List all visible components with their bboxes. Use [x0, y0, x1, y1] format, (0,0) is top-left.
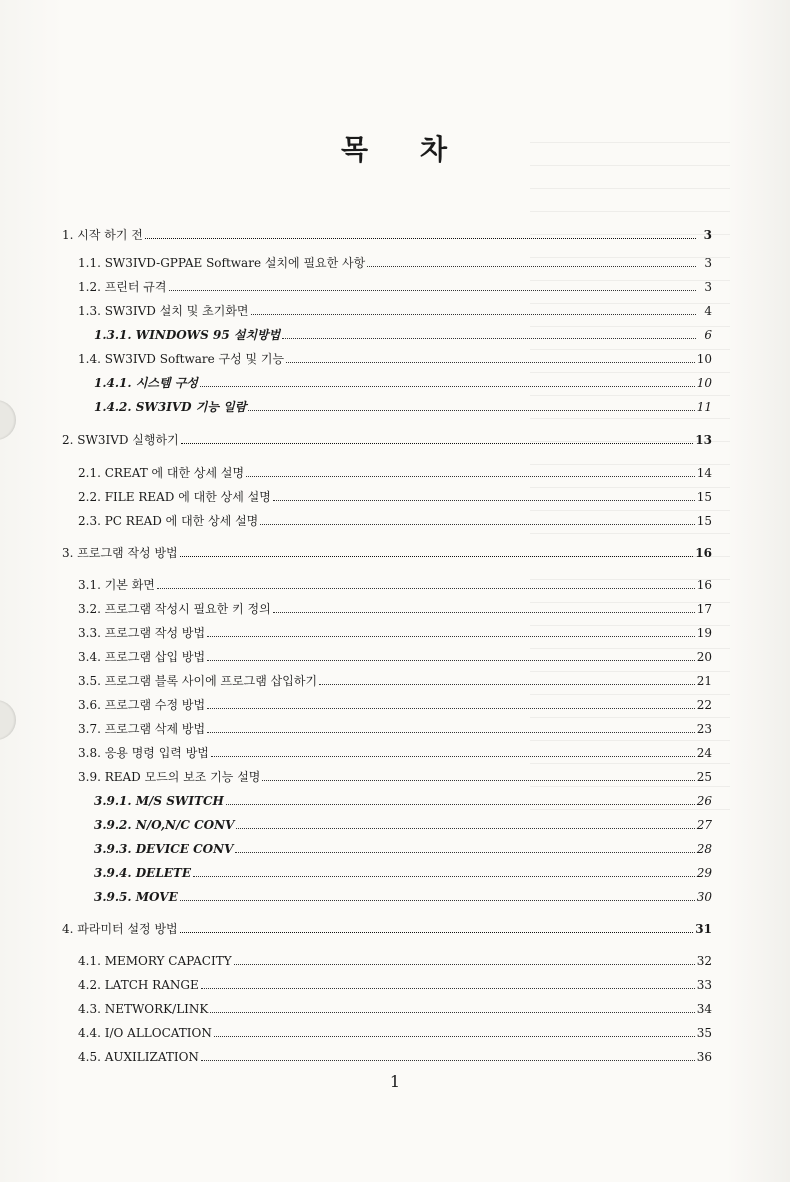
toc-entry-page: 3 [704, 280, 712, 294]
toc-entry-page: 23 [696, 722, 712, 736]
page-number: 1 [389, 1072, 401, 1091]
toc-leader-dots [367, 266, 696, 267]
toc-leader-dots [207, 660, 695, 661]
toc-leader-dots [286, 362, 695, 363]
toc-entry-label: 3.4. 프로그램 삽입 방법 [78, 650, 206, 664]
toc-entry-page: 32 [696, 954, 712, 968]
toc-entry [78, 602, 712, 616]
toc-leader-dots [201, 988, 695, 989]
toc-entry-page: 16 [695, 546, 712, 560]
toc-entry [78, 722, 712, 736]
toc-entry-page: 16 [696, 578, 712, 592]
toc-entry [94, 328, 712, 342]
toc-entry-page: 14 [696, 466, 712, 480]
toc-entry-page: 26 [696, 794, 712, 808]
toc-entry-page: 3 [703, 228, 712, 242]
toc-entry-label: 3.9. READ 모드의 보조 기능 설명 [78, 770, 261, 784]
toc-entry [78, 698, 712, 712]
toc-entry-page: 29 [696, 866, 712, 880]
toc-entry-label: 4.5. AUXILIZATION [78, 1050, 199, 1064]
punch-hole [0, 700, 16, 740]
toc-entry-label: 3.3. 프로그램 작성 방법 [78, 626, 206, 640]
toc-entry-label: 3.9.5. MOVE [94, 890, 178, 904]
toc-entry-page: 28 [696, 842, 712, 856]
toc-entry [78, 674, 712, 688]
toc-entry-page: 13 [695, 433, 712, 447]
toc-entry [62, 433, 712, 447]
toc-leader-dots [251, 314, 696, 315]
toc-entry-label: 1.3.1. WINDOWS 95 설치방법 [94, 328, 281, 342]
toc-leader-dots [207, 636, 695, 637]
toc-entry [94, 866, 712, 880]
toc-entry-label: 3.8. 응용 명령 입력 방법 [78, 746, 209, 760]
toc-leader-dots [180, 556, 694, 557]
toc-entry-label: 3.5. 프로그램 블록 사이에 프로그램 삽입하기 [78, 674, 318, 688]
toc-leader-dots [210, 1012, 694, 1013]
toc-entry-page: 36 [696, 1050, 712, 1064]
toc-leader-dots [273, 612, 695, 613]
toc-entry-page: 6 [704, 328, 712, 342]
toc-entry [78, 770, 712, 784]
toc-leader-dots [282, 338, 696, 339]
toc-entry-label: 4. 파라미터 설정 방법 [62, 922, 178, 936]
toc-entry-label: 3.7. 프로그램 삭제 방법 [78, 722, 206, 736]
toc-entry [78, 1002, 712, 1016]
toc-entry-label: 3.9.1. M/S SWITCH [94, 794, 224, 808]
toc-leader-dots [235, 852, 694, 853]
toc-leader-dots [260, 524, 694, 525]
toc-entry-page: 20 [696, 650, 712, 664]
toc-leader-dots [180, 932, 694, 933]
toc-entry [62, 546, 712, 560]
toc-leader-dots [169, 290, 697, 291]
toc-entry-label: 1.4. SW3IVD Software 구성 및 기능 [78, 352, 285, 366]
toc-entry-label: 3.1. 기본 화면 [78, 578, 155, 592]
toc-entry [94, 376, 712, 390]
toc-entry [62, 228, 712, 242]
toc-leader-dots [236, 828, 694, 829]
toc-entry [62, 922, 712, 936]
toc-entry [78, 304, 712, 318]
toc-entry-label: 4.4. I/O ALLOCATION [78, 1026, 212, 1040]
toc-entry-page: 3 [704, 256, 712, 270]
toc-entry [78, 280, 712, 294]
toc-entry [94, 890, 712, 904]
toc-entry-label: 2.2. FILE READ 에 대한 상세 설명 [78, 490, 271, 504]
punch-hole [0, 400, 16, 440]
toc-entry [78, 978, 712, 992]
toc-leader-dots [226, 804, 695, 805]
toc-entry-page: 30 [696, 890, 712, 904]
toc-entry-label: 1.4.1. 시스템 구성 [94, 376, 198, 390]
toc-entry-page: 22 [696, 698, 712, 712]
toc-entry [78, 466, 712, 480]
toc-leader-dots [157, 588, 695, 589]
toc-entry-page: 35 [696, 1026, 712, 1040]
toc-entry [78, 650, 712, 664]
toc-entry [94, 794, 712, 808]
toc-entry-label: 3. 프로그램 작성 방법 [62, 546, 178, 560]
toc-entry-page: 27 [696, 818, 712, 832]
toc-leader-dots [262, 780, 694, 781]
toc-entry-page: 33 [696, 978, 712, 992]
toc-entry-page: 11 [696, 400, 712, 414]
toc-leader-dots [211, 756, 695, 757]
toc-entry [78, 954, 712, 968]
toc-leader-dots [145, 238, 696, 239]
toc-leader-dots [319, 684, 695, 685]
toc-entry-label: 1.4.2. SW3IVD 기능 일람 [94, 400, 247, 414]
toc-entry-label: 1.2. 프린터 규격 [78, 280, 167, 294]
toc-entry-label: 4.3. NETWORK/LINK [78, 1002, 209, 1016]
toc-entry-label: 3.2. 프로그램 작성시 필요한 키 정의 [78, 602, 271, 616]
toc-entry [78, 1026, 712, 1040]
toc-leader-dots [214, 1036, 695, 1037]
toc-entry [94, 842, 712, 856]
toc-entry-label: 2. SW3IVD 실행하기 [62, 433, 179, 447]
toc-entry-page: 21 [696, 674, 712, 688]
toc-entry-label: 3.6. 프로그램 수정 방법 [78, 698, 206, 712]
title-char: 차 [420, 133, 450, 166]
toc-leader-dots [234, 964, 695, 965]
toc-entry-label: 4.1. MEMORY CAPACITY [78, 954, 232, 968]
toc-entry-label: 3.9.4. DELETE [94, 866, 191, 880]
toc-entry-label: 1.3. SW3IVD 설치 및 초기화면 [78, 304, 249, 318]
toc-entry-page: 24 [696, 746, 712, 760]
toc-entry [78, 514, 712, 528]
toc-entry-page: 19 [696, 626, 712, 640]
toc-entry-page: 17 [696, 602, 712, 616]
toc-entry-page: 15 [696, 490, 712, 504]
toc-entry-page: 34 [696, 1002, 712, 1016]
toc-leader-dots [180, 900, 695, 901]
toc-entry [94, 400, 712, 414]
toc-leader-dots [200, 386, 695, 387]
toc-entry [78, 256, 712, 270]
toc-entry-page: 4 [704, 304, 712, 318]
toc-entry-page: 15 [696, 514, 712, 528]
toc-entry [78, 578, 712, 592]
toc-entry-label: 2.1. CREAT 에 대한 상세 설명 [78, 466, 245, 480]
toc-entry-label: 1. 시작 하기 전 [62, 228, 143, 242]
toc-entry-label: 3.9.3. DEVICE CONV [94, 842, 234, 856]
toc-entry [78, 1050, 712, 1064]
toc-entry-label: 1.1. SW3IVD-GPPAE Software 설치에 필요한 사항 [78, 256, 366, 270]
toc-leader-dots [193, 876, 695, 877]
toc-leader-dots [207, 732, 695, 733]
toc-leader-dots [201, 1060, 695, 1061]
toc-entry [78, 626, 712, 640]
title-char: 목 [340, 133, 370, 166]
toc-entry [94, 818, 712, 832]
toc-entry-page: 10 [696, 376, 712, 390]
page-title [0, 128, 790, 168]
toc-entry [78, 746, 712, 760]
toc-leader-dots [207, 708, 695, 709]
toc-leader-dots [181, 443, 694, 444]
toc-entry-label: 3.9.2. N/O,N/C CONV [94, 818, 235, 832]
toc-entry-page: 25 [696, 770, 712, 784]
toc-leader-dots [246, 476, 695, 477]
toc-entry-label: 4.2. LATCH RANGE [78, 978, 199, 992]
toc-entry-page: 10 [696, 352, 712, 366]
toc-leader-dots [248, 410, 694, 411]
toc-entry [78, 352, 712, 366]
toc-entry-label: 2.3. PC READ 에 대한 상세 설명 [78, 514, 259, 528]
toc-entry [78, 490, 712, 504]
toc-entry-page: 31 [695, 922, 712, 936]
toc-leader-dots [273, 500, 695, 501]
